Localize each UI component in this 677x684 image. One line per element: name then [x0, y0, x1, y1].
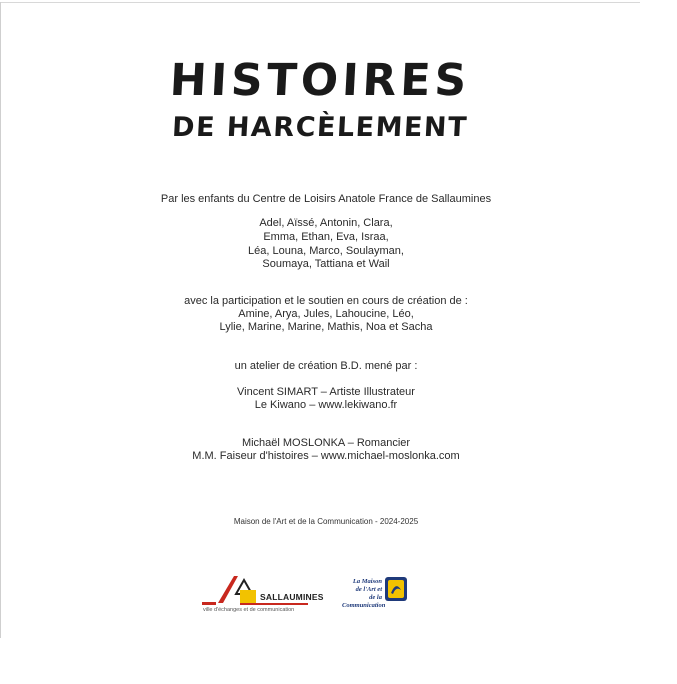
maison-emblem-icon: [384, 576, 408, 602]
children-names-line: Emma, Ethan, Eva, Israa,: [263, 231, 389, 243]
children-names-line: Adel, Aïssé, Antonin, Clara,: [259, 217, 393, 229]
credits-intro: Par les enfants du Centre de Loisirs Anatole France de Sallaumines: [160, 193, 492, 205]
sallaumines-logo: [200, 570, 324, 620]
page-border-top: [0, 2, 640, 3]
maison-art-logo-text: [342, 578, 386, 610]
children-names-line: Soumaya, Tattiana et Wail: [262, 258, 390, 270]
maison-art-logo: [342, 574, 410, 612]
maison-logo-line: La Maison: [352, 578, 382, 585]
participation-names-line: Amine, Arya, Jules, Lahoucine, Léo,: [238, 308, 414, 320]
artist-credit: Vincent SIMART – Artiste Illustrateur: [237, 386, 415, 398]
workshop-heading: un atelier de création B.D. mené par :: [234, 360, 418, 372]
book-title-line1: HISTOIRES: [168, 55, 472, 106]
author-credit: Michaël MOSLONKA – Romancier: [241, 437, 411, 449]
participation-heading: avec la participation et le soutien en cours de création de :: [184, 295, 468, 307]
participation-names-line: Lylie, Marine, Marine, Mathis, Noa et Sacha: [219, 321, 433, 333]
artist-website: Le Kiwano – www.lekiwano.fr: [254, 399, 398, 411]
book-title-line2: DE HARCÈLEMENT: [171, 112, 469, 143]
footer-credit: Maison de l'Art et de la Communication - 2024-2025: [233, 517, 419, 526]
author-website: M.M. Faiseur d'histoires – www.michael-moslonka.com: [192, 450, 460, 462]
maison-logo-line: de l'Art et: [355, 586, 382, 593]
sallaumines-logo-name: SALLAUMINES: [260, 592, 324, 602]
page-margin-right: [640, 0, 677, 684]
maison-logo-line: de la Communication: [342, 594, 386, 609]
sallaumines-logo-tagline: ville d'échanges et de communication: [203, 607, 295, 613]
children-names-line: Léa, Louna, Marco, Soulayman,: [248, 245, 404, 257]
